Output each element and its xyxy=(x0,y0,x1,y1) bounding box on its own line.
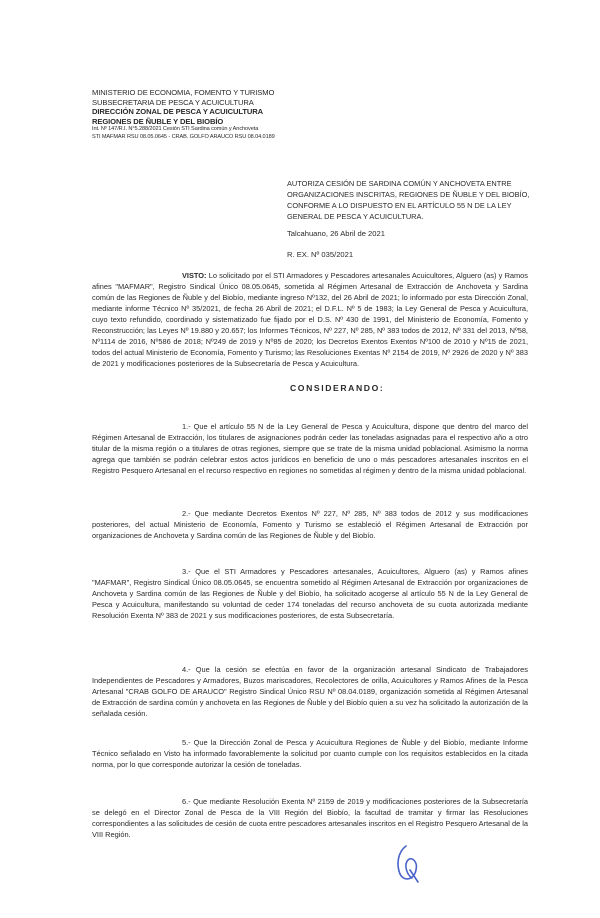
considerando-item xyxy=(92,508,528,541)
visto-label: VISTO: xyxy=(182,271,207,280)
regions-line: REGIONES DE ÑUBLE Y DEL BIOBÍO xyxy=(92,116,224,126)
visto-text: Lo solicitado por el STI Armadores y Pescadores artesanales Acuicultores, Alguero (as) y Ramos afines "MAFMAR", Registro Sindical Único 08.05.0645, sometida al Régimen Artesanal de Extracción de Anchoveta y Sardina común de las Regiones de Ñuble y del Biobío, mediante ingreso Nº132, del 26 Abril de 2021; lo informado por esta Dirección Zonal, mediante informe Técnico Nº 35/2021, de fecha 26 Abril de 2021; el D.F.L. Nº 5 de 1983; la Ley General de Pesca y Acuicultura, cuyo texto refundido, coordinado y sistematizado fue fijado por el D.S. Nº 430 de 1991, del Ministerio de Economía, Fomento y Reconstrucción; las Leyes Nº 19.880 y 20.657; los Informes Técnicos, Nº 227, Nº 285, Nº 383 todos de 2012, Nº 331 del 2013, Nº58, Nº1114 de 2016, Nº586 de 2018; Nº249 de 2019 y Nº85 de 2020; los Decretos Exentos Exentos Nº100 de 2010 y Nº15 de 2021, todos del actual Ministerio de Economía, Fomento y Turismo; las Resoluciones Exentas Nº 2154 de 2019, Nº 2926 de 2020 y Nº 383 de 2021 y modificaciones posteriores de la Subsecretaría de Pesca y Acuicultura. xyxy=(92,271,528,368)
considerando-text: 6.- Que mediante Resolución Exenta Nº 2159 de 2019 y modificaciones posteriores de la Subsecretaría se delegó en el Director Zonal de Pesca de la VIII Región del Biobío, la facultad de tramitar y firmar las Resoluciones correspondientes a las solicitudes de cesión de cuota entre pescadores artesanales inscritos en el Registro Pesquero Artesanal de la VIII Región. xyxy=(92,797,528,839)
resolution-subject: AUTORIZA CESIÓN DE SARDINA COMÚN Y ANCHOVETA ENTRE ORGANIZACIONES INSCRITAS, REGIONES DE ÑUBLE Y DEL BIOBÍO, CONFORME A LO DISPUESTO EN EL ARTÍCULO 55 N DE LA LEY GENERAL DE PESCA Y ACUICULTURA. xyxy=(287,179,530,221)
reference-line-2: STI MAFMAR RSU 08.05.0645 - CRAB. GOLFO ARAUCO RSU 08.04.0189 xyxy=(92,133,275,140)
considerando-item xyxy=(92,664,528,719)
reference-line-1: Int. Nº 147/R.I. N°5.288/2021 Cesión STI Sardina común y Anchoveta xyxy=(92,126,259,133)
considerando-text: 1.- Que el artículo 55 N de la Ley General de Pesca y Acuicultura, dispone que dentro del marco del Régimen Artesanal de Extracción, los titulares de asignaciones podrán ceder las toneladas asignadas para el respectivo año a otro titular de la misma región o a titulares de otras regiones, siempre que se trate de la misma unidad poblacional. Asimismo la norma agrega que también se podrán celebrar estos actos jurídicos en beneficio de uno o más pescadores artesanales inscritos en el Registro Pesquero Artesanal en el recurso respectivo en regiones no sometidas al régimen y dentro de la misma unidad poblacional. xyxy=(92,422,528,475)
direction-line: DIRECCIÓN ZONAL DE PESCA Y ACUICULTURA xyxy=(92,107,264,117)
considerando-item xyxy=(92,796,528,840)
ministry-line: MINISTERIO DE ECONOMIA, FOMENTO Y TURISMO xyxy=(92,88,275,97)
resolution-date: Talcahuano, 26 Abril de 2021 xyxy=(287,229,385,238)
considerando-text: 5.- Que la Dirección Zonal de Pesca y Acuicultura Regiones de Ñuble y del Biobío, mediante Informe Técnico señalado en Visto ha informado favorablemente la solicitud por cuanto cumple con los requisitos establecidos en la citada norma, por lo que corresponde autorizar la cesión de toneladas. xyxy=(92,738,528,769)
subsecretariat-line: SUBSECRETARIA DE PESCA Y ACUICULTURA xyxy=(92,97,254,107)
resolution-number: R. EX. Nº 035/2021 xyxy=(287,250,354,259)
considerando-item xyxy=(92,737,528,770)
considerando-text: 4.- Que la cesión se efectúa en favor de la organización artesanal Sindicato de Trabajadores Independientes de Pescadores y Armadores, Buzos mariscadores, Recolectores de orilla, Acuicultores y Ramos Afines de la Pesca Artesanal "CRAB GOLFO DE ARAUCO" Registro Sindical Único RSU Nº 08.04.0189, organización sometida al Régimen Artesanal de Extracción de sardina común y anchoveta en las Regiones de Ñuble y del Biobío quien a su vez ha solicitado la autorización de la señalada cesión. xyxy=(92,665,528,718)
considerando-text: 2.- Que mediante Decretos Exentos Nº 227, Nº 285, Nº 383 todos de 2012 y sus modificaciones posteriores, del actual Ministerio de Economía, Fomento y Turismo se estableció el Régimen Artesanal de Extracción por organizaciones de Anchoveta y Sardina común de las Regiones de Ñuble y del Biobío. xyxy=(92,509,528,540)
letterhead xyxy=(92,88,312,141)
considerando-text: 3.- Que el STI Armadores y Pescadores artesanales, Acuicultores, Alguero (as) y Ramos afines "MAFMAR", Registro Sindical Único 08.05.0645, se encuentra sometido al Régimen Artesanal de Extracción por organizaciones de Anchoveta y Sardina común de las Regiones de Ñuble y del Biobío, ha solicitado acogerse al artículo 55 N de la Ley General de Pesca y Acuicultura, manifestando su voluntad de ceder 174 toneladas del recurso anchoveta de su cuota autorizada mediante Resolución Exenta Nº 383 de 2021 y sus modificaciones posteriores, de esta Subsecretaría. xyxy=(92,567,528,620)
handwritten-initials xyxy=(388,840,428,886)
considerando-item xyxy=(92,421,528,476)
visto-paragraph xyxy=(92,270,528,369)
considerando-heading: CONSIDERANDO: xyxy=(290,383,385,393)
considerando-item xyxy=(92,566,528,621)
